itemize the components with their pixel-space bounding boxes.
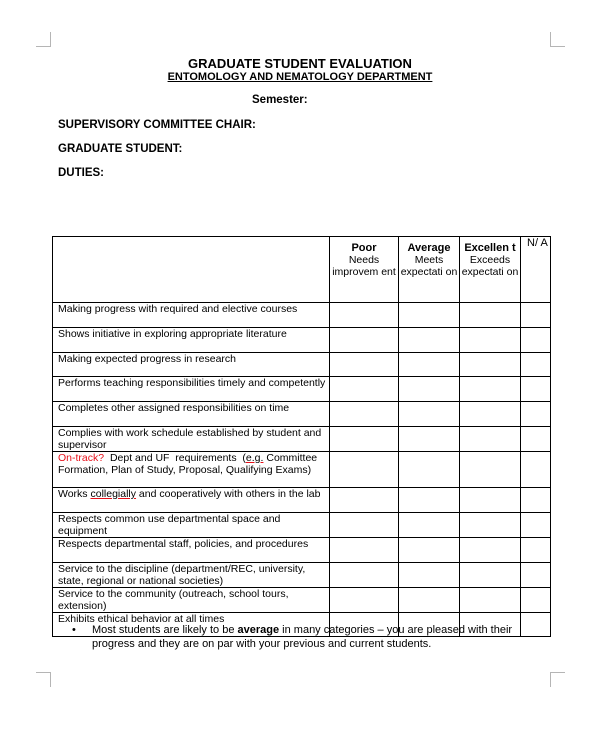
rating-cell-na[interactable]	[521, 377, 551, 402]
column-header-title: Average	[407, 242, 451, 254]
on-track-label: On-track?	[58, 452, 105, 464]
criterion-text: Works	[58, 488, 91, 500]
rating-cell-excellent[interactable]	[460, 452, 521, 488]
document-title: GRADUATE STUDENT EVALUATION	[188, 56, 412, 71]
rating-cell-average[interactable]	[399, 353, 460, 377]
criteria-header-cell	[53, 237, 330, 303]
crop-mark	[550, 672, 565, 687]
evaluation-table	[52, 236, 551, 637]
rating-cell-poor[interactable]	[330, 427, 399, 452]
rating-cell-na[interactable]	[521, 513, 551, 538]
criterion-cell: Making progress with required and elective courses	[53, 303, 330, 328]
duties-label: DUTIES:	[58, 167, 104, 179]
criterion-cell: Respects common use departmental space and equipment	[53, 513, 330, 538]
rating-cell-na[interactable]	[521, 353, 551, 377]
criterion-text: Dept and UF requirements (	[104, 452, 246, 464]
rating-cell-na[interactable]	[521, 538, 551, 563]
semester-label: Semester:	[252, 94, 308, 106]
rating-cell-excellent[interactable]	[460, 353, 521, 377]
criterion-cell: Completes other assigned responsibilities on time	[53, 402, 330, 427]
rating-cell-excellent[interactable]	[460, 563, 521, 588]
rating-cell-poor[interactable]	[330, 452, 399, 488]
table-row	[53, 513, 551, 538]
crop-mark	[36, 672, 51, 687]
rating-cell-average[interactable]	[399, 452, 460, 488]
rating-cell-poor[interactable]	[330, 377, 399, 402]
rating-cell-excellent[interactable]	[460, 328, 521, 353]
criterion-cell: Service to the community (outreach, school tours, extension)	[53, 588, 330, 613]
criterion-text: and cooperatively with others in the lab	[136, 488, 321, 500]
criterion-cell: Exhibits ethical behavior at all times	[53, 613, 330, 637]
rating-cell-na[interactable]	[521, 488, 551, 513]
spellcheck-word: collegially	[90, 488, 137, 500]
note-text	[92, 624, 547, 651]
crop-mark	[36, 32, 51, 47]
column-header-subtitle: N/ A	[527, 237, 548, 249]
eg-abbreviation: e.g.	[245, 452, 264, 464]
table-row	[53, 452, 551, 488]
criterion-cell-on-track	[53, 452, 330, 488]
table-row	[53, 328, 551, 353]
rating-cell-poor[interactable]	[330, 353, 399, 377]
department-name: ENTOMOLOGY AND NEMATOLOGY DEPARTMENT	[167, 71, 433, 83]
criterion-cell: Making expected progress in research	[53, 353, 330, 377]
rating-cell-na[interactable]	[521, 588, 551, 613]
criterion-cell-collegially	[53, 488, 330, 513]
table-row	[53, 427, 551, 452]
rating-cell-excellent[interactable]	[460, 538, 521, 563]
column-header-excellent	[460, 237, 521, 303]
table-row	[53, 303, 551, 328]
rating-cell-excellent[interactable]	[460, 377, 521, 402]
table-row	[53, 353, 551, 377]
criterion-cell: Complies with work schedule established by student and supervisor	[53, 427, 330, 452]
column-header-subtitle: Exceeds expectati on	[461, 254, 519, 278]
rating-cell-average[interactable]	[399, 377, 460, 402]
rating-cell-average[interactable]	[399, 488, 460, 513]
rating-cell-poor[interactable]	[330, 328, 399, 353]
rating-cell-na[interactable]	[521, 427, 551, 452]
rating-cell-average[interactable]	[399, 588, 460, 613]
rating-cell-poor[interactable]	[330, 513, 399, 538]
rating-cell-excellent[interactable]	[460, 588, 521, 613]
column-header-subtitle: Needs improvem ent	[332, 254, 396, 278]
table-row	[53, 588, 551, 613]
rating-cell-average[interactable]	[399, 402, 460, 427]
table-row	[53, 563, 551, 588]
criterion-cell: Performs teaching responsibilities timely and competently	[53, 377, 330, 402]
bullet-point: •	[72, 624, 76, 636]
rating-cell-na[interactable]	[521, 303, 551, 328]
rating-cell-average[interactable]	[399, 328, 460, 353]
note-text-part: Most students are likely to be	[92, 624, 238, 636]
rating-cell-poor[interactable]	[330, 303, 399, 328]
column-header-title: Poor	[351, 242, 377, 254]
rating-cell-average[interactable]	[399, 427, 460, 452]
note-emphasis: average	[237, 624, 280, 636]
rating-cell-excellent[interactable]	[460, 303, 521, 328]
column-header-poor	[330, 237, 399, 303]
rating-cell-poor[interactable]	[330, 563, 399, 588]
graduate-student-label: GRADUATE STUDENT:	[58, 143, 183, 155]
column-header-subtitle: Meets expectati on	[400, 254, 458, 278]
rating-cell-average[interactable]	[399, 563, 460, 588]
rating-cell-poor[interactable]	[330, 588, 399, 613]
rating-cell-na[interactable]	[521, 328, 551, 353]
rating-cell-poor[interactable]	[330, 488, 399, 513]
rating-cell-excellent[interactable]	[460, 513, 521, 538]
rating-cell-na[interactable]	[521, 563, 551, 588]
rating-cell-excellent[interactable]	[460, 488, 521, 513]
rating-cell-average[interactable]	[399, 303, 460, 328]
table-row	[53, 402, 551, 427]
criterion-cell: Respects departmental staff, policies, and procedures	[53, 538, 330, 563]
rating-cell-excellent[interactable]	[460, 402, 521, 427]
committee-chair-label: SUPERVISORY COMMITTEE CHAIR:	[58, 119, 256, 131]
rating-cell-poor[interactable]	[330, 538, 399, 563]
criterion-text: Committee Formation, Plan of Study, Proposal, Qualifying Exams)	[58, 452, 318, 476]
table-row	[53, 488, 551, 513]
rating-cell-average[interactable]	[399, 513, 460, 538]
column-header-average	[399, 237, 460, 303]
crop-mark	[550, 32, 565, 47]
rating-cell-poor[interactable]	[330, 402, 399, 427]
rating-cell-na[interactable]	[521, 402, 551, 427]
column-header-na	[521, 237, 551, 303]
table-header-row	[53, 237, 551, 303]
table-row	[53, 538, 551, 563]
note-text-part: in many categories – you are pleased with their progress and they are on par with your previous and current students.	[92, 624, 513, 650]
rating-cell-average[interactable]	[399, 538, 460, 563]
rating-cell-na[interactable]	[521, 452, 551, 488]
table-row	[53, 377, 551, 402]
column-header-title: Excellen t	[464, 242, 516, 254]
criterion-cell: Service to the discipline (department/REC, university, state, regional or national societies)	[53, 563, 330, 588]
criterion-cell: Shows initiative in exploring appropriate literature	[53, 328, 330, 353]
rating-cell-excellent[interactable]	[460, 427, 521, 452]
